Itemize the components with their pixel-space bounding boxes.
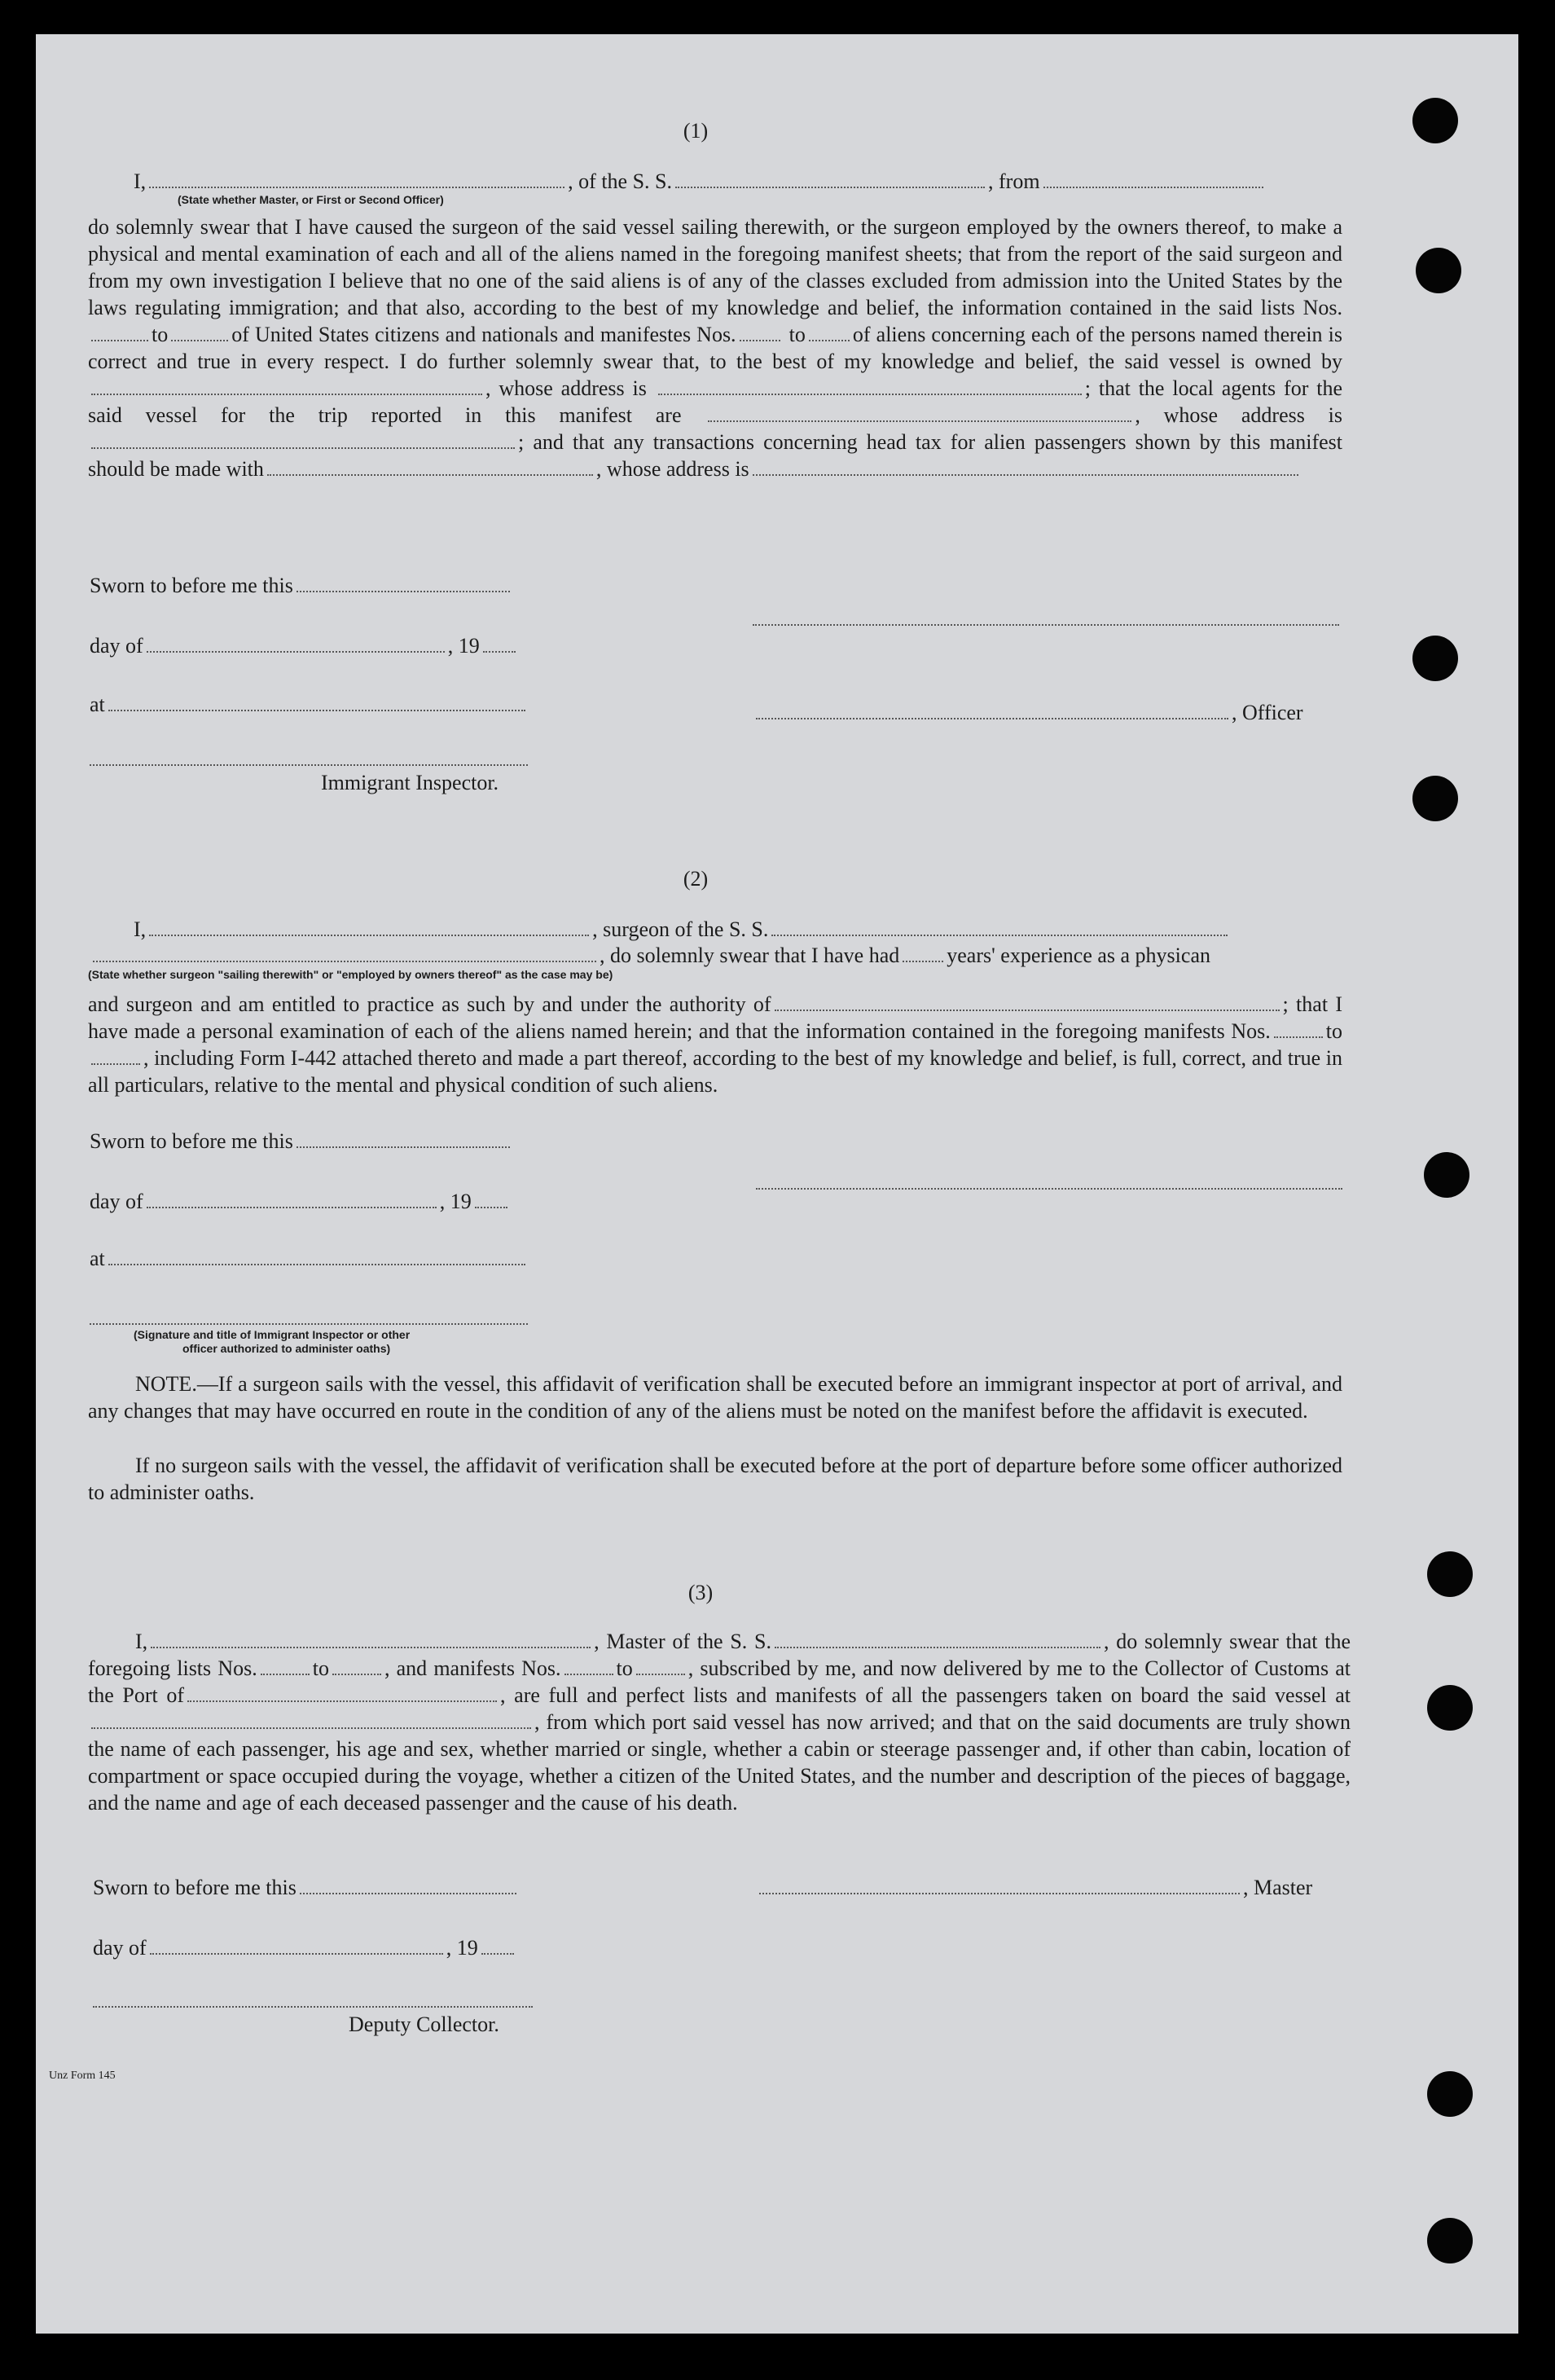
binder-hole (1427, 2071, 1473, 2117)
section-1-officer-line: , Officer (753, 701, 1303, 725)
section-3-sworn: Sworn to before me this (93, 1876, 520, 1900)
binder-hole (1424, 1152, 1469, 1198)
section-2-sworn: Sworn to before me this (90, 1129, 513, 1154)
binder-hole (1416, 248, 1461, 293)
section-1-day-of: day of , 19 (90, 634, 519, 658)
section-3-collector-line (93, 2004, 533, 2008)
section-2-caption: (State whether surgeon "sailing therewith" or "employed by owners thereof" as the case may be) (88, 968, 613, 981)
section-2-line-1: I, , surgeon of the S. S. (134, 917, 1231, 942)
section-3-day-of: day of , 19 (93, 1936, 517, 1960)
section-1-at: at (90, 693, 529, 717)
section-2-line-2: , do solemnly swear that I have had years' experience as a physican (90, 944, 1210, 968)
section-1-signature-line (753, 622, 1339, 626)
section-2-sig-caption-1: (Signature and title of Immigrant Inspector or other (134, 1328, 411, 1341)
binder-hole (1412, 636, 1458, 681)
binder-hole (1427, 1551, 1473, 1597)
binder-hole (1412, 98, 1458, 143)
section-2-sig-caption-2: officer authorized to administer oaths) (182, 1342, 391, 1355)
form-page (36, 34, 1518, 2334)
section-2-note-2: If no surgeon sails with the vessel, the affidavit of verification shall be executed before at the port of departure before some officer authorized to administer oaths. (88, 1454, 1342, 1504)
binder-hole (1427, 2218, 1473, 2263)
section-3-master-line: , Master (756, 1876, 1312, 1900)
section-2-day-of: day of , 19 (90, 1190, 511, 1214)
binder-hole (1427, 1685, 1473, 1731)
section-1-number: (1) (683, 119, 709, 143)
section-2-note-1: NOTE.—If a surgeon sails with the vessel, this affidavit of verification shall be executed before an immigrant inspector at port of arrival, and any changes that may have occurred en route in the condition of any of the aliens must be noted on the manifest before the affidavit is executed. (88, 1372, 1342, 1423)
section-1-line-1: I, , of the S. S. , from (134, 169, 1267, 194)
section-1-inspector-label: Immigrant Inspector. (321, 771, 499, 794)
section-2-number: (2) (683, 867, 709, 891)
section-1-inspector-line (90, 763, 528, 766)
binder-hole (1412, 776, 1458, 821)
section-3-number: (3) (687, 1581, 714, 1604)
section-3-collector-label: Deputy Collector. (349, 2013, 499, 2036)
section-2-at: at (90, 1247, 529, 1271)
section-2-signature-line (756, 1186, 1342, 1190)
section-3-paragraph: I, , Master of the S. S. , do solemnly swear that the foregoing lists Nos. to , and manifests Nos. to , subscribed by me, and now delivered by me to the Collector of Customs at the Port of , are full and perfect lists and manifests of all the passengers taken on board the said vessel at, from which port said vessel has now arrived; and that on the said documents are truly shown the name of each passenger, his age and sex, whether married or single, whether a cabin or steerage passenger and, if other than cabin, location of compartment or space occupied during the voyage, whether a citizen of the United States, and the number and description of the pieces of baggage, and the name and age of each deceased passenger and the cause of his death. (88, 1630, 1351, 1815)
section-2-paragraph: and surgeon and am entitled to practice as such by and under the authority of ; that I have made a personal examination of each of the aliens named herein; and that the information contained in the foregoing manifests Nos. to, including Form I-442 attached thereto and made a part thereof, according to the best of my knowledge and belief, is full, correct, and true in all particulars, relative to the mental and physical condition of such aliens. (88, 992, 1342, 1097)
section-1-paragraph: do solemnly swear that I have caused the surgeon of the said vessel sailing therewith, or the surgeon employed by the owners thereof, to make a physical and mental examination of each and all of the aliens named in the foregoing manifest sheets; that from the report of the said surgeon and from my own investigation I believe that no one of the said aliens is of any of the classes excluded from admission into the United States by the laws regulating immigration; and that also, according to the best of my knowledge and belief, the information contained in the said lists Nos.to of United States citizens and nationals and manifestes Nos. to of aliens concerning each of the persons named therein is correct and true in every respect. I do further solemnly swear that, to the best of my knowledge and belief, the said vessel is owned by, whose address is ; that the local agents for the said vessel for the trip reported in this manifest are , whose address is; and that any transactions concerning head tax for alien passengers shown by this manifest should be made with , whose address is (88, 215, 1342, 481)
form-number: Unz Form 145 (49, 2070, 116, 2082)
section-2-inspector-line (90, 1322, 528, 1325)
section-1-caption: (State whether Master, or First or Second Officer) (178, 193, 444, 206)
section-1-sworn: Sworn to before me this (90, 574, 513, 598)
